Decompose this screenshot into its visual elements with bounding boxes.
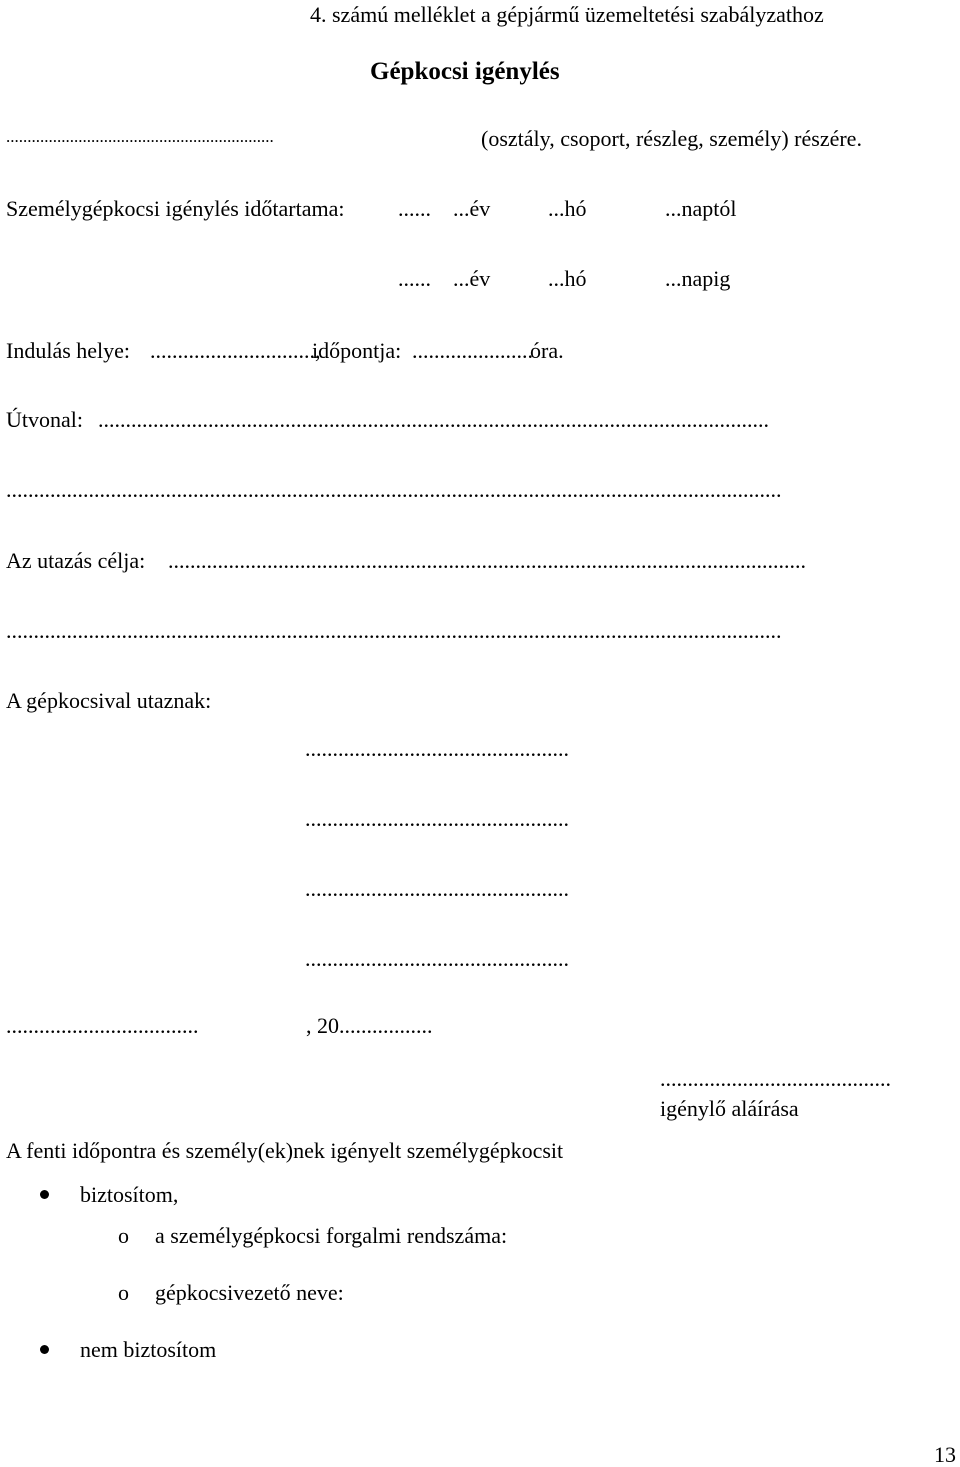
to-year-dots: ...... <box>398 266 431 291</box>
purpose-dots-2: ............................................................................................................................................. <box>6 618 782 643</box>
annex-heading: 4. számú melléklet a gépjármű üzemeltetési szabályzathoz <box>310 2 824 27</box>
time-dots: ...................... <box>412 338 533 363</box>
from-day: ...naptól <box>665 196 737 221</box>
date-place-dots: ................................... <box>6 1013 199 1038</box>
bullet-icon <box>40 1190 49 1199</box>
passenger-line-4: ................................................ <box>305 946 569 971</box>
sub-driver-name: gépkocsivezető neve: <box>155 1280 344 1305</box>
circle-bullet-icon: o <box>118 1223 129 1248</box>
from-month: ...hó <box>548 196 587 221</box>
duration-label: Személygépkocsi igénylés időtartama: <box>6 196 345 221</box>
circle-bullet-icon: o <box>118 1280 129 1305</box>
department-label: (osztály, csoport, részleg, személy) részére. <box>481 126 862 151</box>
departure-dots: .............................., <box>150 338 321 363</box>
department-dots: ............................................................... <box>6 127 274 146</box>
passenger-line-2: ................................................ <box>305 806 569 831</box>
page-title: Gépkocsi igénylés <box>370 58 560 85</box>
passengers-label: A gépkocsival utaznak: <box>6 688 212 713</box>
purpose-label: Az utazás célja: <box>6 548 146 573</box>
departure-label: Indulás helye: <box>6 338 131 363</box>
purpose-dots-1: .................................................................................................................... <box>168 548 806 573</box>
route-dots-1: .......................................................................................................................... <box>98 407 769 432</box>
time-unit: óra. <box>530 338 564 363</box>
bullet-icon <box>40 1345 49 1354</box>
signature-dots: .......................................... <box>660 1066 891 1091</box>
from-year-dots: ...... <box>398 196 431 221</box>
from-year: ...év <box>453 196 491 221</box>
option-not-provided: nem biztosítom <box>80 1337 217 1362</box>
signature-label: igénylő aláírása <box>660 1096 799 1121</box>
approval-intro: A fenti időpontra és személy(ek)nek igényelt személygépkocsit <box>6 1138 564 1163</box>
sub-plate-number: a személygépkocsi forgalmi rendszáma: <box>155 1223 508 1248</box>
option-provided: biztosítom, <box>80 1182 179 1207</box>
time-label: időpontja: <box>312 338 402 363</box>
route-dots-2: ............................................................................................................................................. <box>6 477 782 502</box>
to-year: ...év <box>453 266 491 291</box>
date-year: , 20................. <box>306 1013 433 1038</box>
page-number: 13 <box>934 1442 956 1467</box>
to-month: ...hó <box>548 266 587 291</box>
passenger-line-1: ................................................ <box>305 736 569 761</box>
route-label: Útvonal: <box>6 407 83 432</box>
to-day: ...napig <box>665 266 731 291</box>
passenger-line-3: ................................................ <box>305 876 569 901</box>
